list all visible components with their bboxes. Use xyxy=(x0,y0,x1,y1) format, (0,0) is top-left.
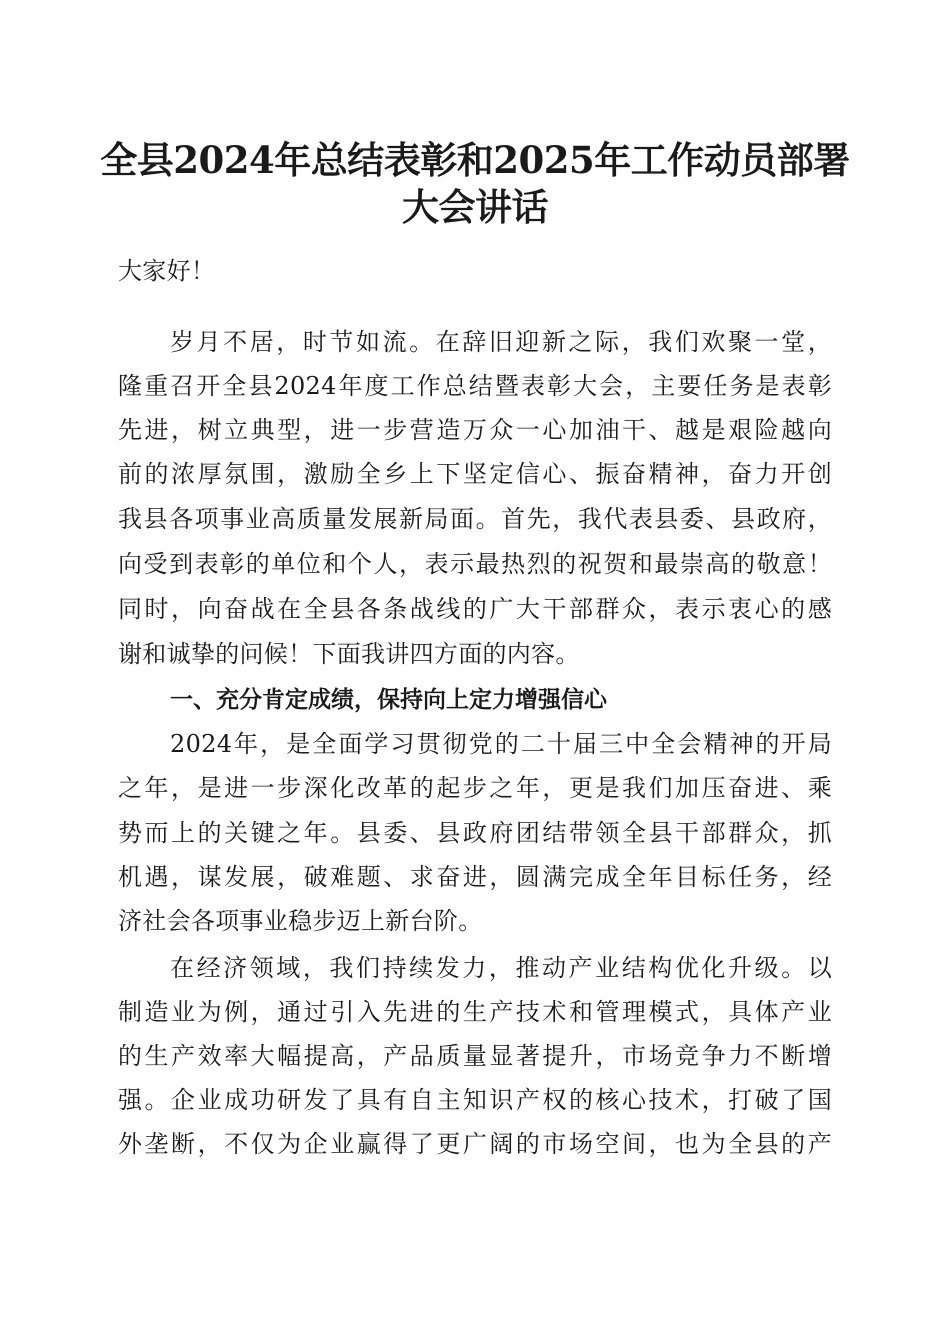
paragraph-2-line: 机遇，谋发展，破难题、求奋进，圆满完成全年目标任务，经 xyxy=(118,863,832,891)
paragraph-3-line: 外垄断，不仅为企业赢得了更广阔的市场空间，也为全县的产 xyxy=(118,1130,832,1158)
paragraph-2-line: 势而上的关键之年。县委、县政府团结带领全县干部群众，抓 xyxy=(118,819,832,847)
document-title-line-1: 全县2024年总结表彰和2025年工作动员部署 xyxy=(100,138,850,182)
paragraph-3-line: 强。企业成功研发了具有自主知识产权的核心技术，打破了国 xyxy=(118,1086,832,1114)
paragraph-1-line: 我县各项事业高质量发展新局面。首先，我代表县委、县政府， xyxy=(118,505,832,533)
paragraph-3-line: 在经济领域，我们持续发力，推动产业结构优化升级。以 xyxy=(170,954,832,982)
paragraph-2-line: 之年，是进一步深化改革的起步之年，更是我们加压奋进、乘 xyxy=(118,774,832,802)
paragraph-3-line: 制造业为例，通过引入先进的生产技术和管理模式，具体产业 xyxy=(118,998,832,1026)
greeting: 大家好！ xyxy=(118,257,216,285)
paragraph-1-line: 向受到表彰的单位和个人，表示最热烈的祝贺和最崇高的敬意！ xyxy=(118,550,832,578)
paragraph-1-line: 谢和诚挚的问候！下面我讲四方面的内容。 xyxy=(118,640,580,668)
paragraph-1-line: 同时，向奋战在全县各条战线的广大干部群众，表示衷心的感 xyxy=(118,595,832,623)
paragraph-1-line: 先进，树立典型，进一步营造万众一心加油干、越是艰险越向 xyxy=(118,416,832,444)
paragraph-2-line: 2024年，是全面学习贯彻党的二十届三中全会精神的开局 xyxy=(170,730,832,758)
paragraph-1-line: 前的浓厚氛围，激励全乡上下坚定信心、振奋精神，奋力开创 xyxy=(118,460,832,488)
document-title-line-2: 大会讲话 xyxy=(402,185,548,229)
section-1-heading: 一、充分肯定成绩，保持向上定力增强信心 xyxy=(170,687,607,713)
paragraph-3-line: 的生产效率大幅提高，产品质量显著提升，市场竞争力不断增 xyxy=(118,1042,832,1070)
paragraph-1-line: 岁月不居，时节如流。在辞旧迎新之际，我们欢聚一堂， xyxy=(170,328,832,356)
paragraph-1-line: 隆重召开全县2024年度工作总结暨表彰大会，主要任务是表彰 xyxy=(118,372,832,400)
paragraph-2-line: 济社会各项事业稳步迈上新台阶。 xyxy=(118,907,483,935)
